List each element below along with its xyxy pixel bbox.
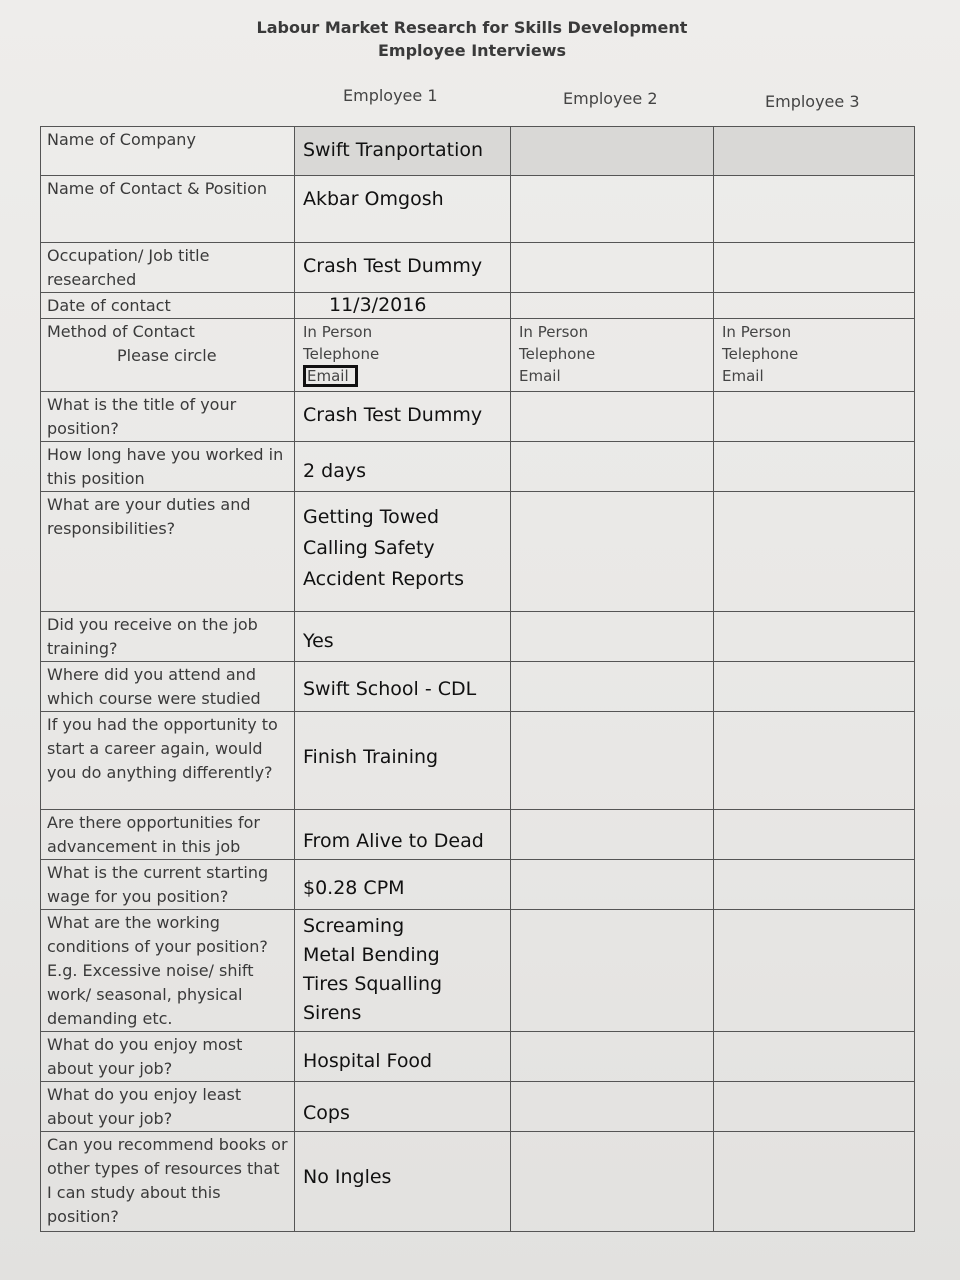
question-method-label: Method of Contact xyxy=(47,322,195,341)
answer-cell-employee-3[interactable] xyxy=(714,243,915,293)
table-row xyxy=(41,860,915,910)
option-email-selected[interactable]: Email xyxy=(303,365,358,387)
answer-cell-employee-2[interactable] xyxy=(511,910,714,1032)
answer-cell-employee-2[interactable] xyxy=(511,860,714,910)
answer-cell-employee-3[interactable] xyxy=(714,293,915,319)
question-advancement: Are there opportunities for advancement in this job xyxy=(41,810,295,860)
answer-cell-employee-2[interactable] xyxy=(511,662,714,712)
table-row xyxy=(41,810,915,860)
question-occupation: Occupation/ Job title researched xyxy=(41,243,295,293)
table-row xyxy=(41,1082,915,1132)
answer-cell-employee-2[interactable] xyxy=(511,712,714,810)
table-row xyxy=(41,392,915,442)
question-title: What is the title of your position? xyxy=(41,392,295,442)
question-wage: What is the current starting wage for you position? xyxy=(41,860,295,910)
table-row xyxy=(41,612,915,662)
answer-cell-employee-3[interactable] xyxy=(714,127,915,176)
answer-cell-employee-2[interactable] xyxy=(511,176,714,243)
answer-cell-employee-2[interactable] xyxy=(511,442,714,492)
answer-date[interactable]: 11/3/2016 xyxy=(295,293,511,319)
answer-advancement[interactable]: From Alive to Dead xyxy=(295,810,511,860)
table-row xyxy=(41,243,915,293)
please-circle-note: Please circle xyxy=(117,346,217,365)
table-row xyxy=(41,1032,915,1082)
question-date: Date of contact xyxy=(41,293,295,319)
answer-cell-employee-2[interactable] xyxy=(511,810,714,860)
answer-cell-employee-2[interactable] xyxy=(511,1032,714,1082)
question-enjoy-least: What do you enjoy least about your job? xyxy=(41,1082,295,1132)
answer-how-long[interactable]: 2 days xyxy=(295,442,511,492)
question-resources: Can you recommend books or other types of resources that I can study about this position? xyxy=(41,1132,295,1232)
answer-cell-employee-3[interactable] xyxy=(714,860,915,910)
column-header-employee-3: Employee 3 xyxy=(765,92,860,111)
option-in-person[interactable]: In Person xyxy=(722,323,792,341)
option-telephone[interactable]: Telephone xyxy=(519,345,596,363)
duty-item: Getting Towed xyxy=(303,506,440,528)
table-row xyxy=(41,176,915,243)
answer-cell-employee-3[interactable] xyxy=(714,492,915,612)
answer-cell-employee-3[interactable] xyxy=(714,662,915,712)
table-row xyxy=(41,712,915,810)
question-contact: Name of Contact & Position xyxy=(41,176,295,243)
question-course: Where did you attend and which course were studied xyxy=(41,662,295,712)
answer-enjoy-most[interactable]: Hospital Food xyxy=(295,1032,511,1082)
answer-training[interactable]: Yes xyxy=(295,612,511,662)
question-again: If you had the opportunity to start a career again, would you do anything differently? xyxy=(41,712,295,810)
answer-cell-employee-2[interactable] xyxy=(511,243,714,293)
title-line-1: Labour Market Research for Skills Development xyxy=(256,18,688,37)
answer-cell-employee-3[interactable] xyxy=(714,712,915,810)
column-header-employee-2: Employee 2 xyxy=(563,89,658,108)
answer-cell-employee-2[interactable] xyxy=(511,392,714,442)
interview-table xyxy=(40,126,915,1232)
table-row xyxy=(41,319,915,392)
table-row xyxy=(41,442,915,492)
answer-company[interactable]: Swift Tranportation xyxy=(295,127,511,176)
method-options-employee-2 xyxy=(511,319,714,392)
duty-item: Accident Reports xyxy=(303,568,464,590)
table-row xyxy=(41,127,915,176)
answer-occupation[interactable]: Crash Test Dummy xyxy=(295,243,511,293)
answer-cell-employee-2[interactable] xyxy=(511,612,714,662)
answer-conditions[interactable] xyxy=(295,910,511,1032)
answer-cell-employee-2[interactable] xyxy=(511,1132,714,1232)
method-options-employee-3 xyxy=(714,319,915,392)
answer-cell-employee-2[interactable] xyxy=(511,293,714,319)
condition-item: Tires Squalling xyxy=(303,973,443,995)
answer-wage[interactable]: $0.28 CPM xyxy=(295,860,511,910)
question-enjoy-most: What do you enjoy most about your job? xyxy=(41,1032,295,1082)
table-row xyxy=(41,910,915,1032)
answer-cell-employee-3[interactable] xyxy=(714,810,915,860)
duty-item: Calling Safety xyxy=(303,537,435,559)
form-title xyxy=(0,16,944,62)
answer-cell-employee-3[interactable] xyxy=(714,1032,915,1082)
answer-contact[interactable]: Akbar Omgosh xyxy=(295,176,511,243)
question-duties: What are your duties and responsibilities? xyxy=(41,492,295,612)
condition-item: Metal Bending xyxy=(303,944,440,966)
question-company: Name of Company xyxy=(41,127,295,176)
answer-cell-employee-3[interactable] xyxy=(714,392,915,442)
question-training: Did you receive on the job training? xyxy=(41,612,295,662)
table-row xyxy=(41,1132,915,1232)
option-in-person[interactable]: In Person xyxy=(303,323,373,341)
column-header-employee-1: Employee 1 xyxy=(343,86,438,105)
answer-cell-employee-2[interactable] xyxy=(511,127,714,176)
answer-again[interactable]: Finish Training xyxy=(295,712,511,810)
method-options-employee-1 xyxy=(295,319,511,392)
answer-cell-employee-3[interactable] xyxy=(714,612,915,662)
answer-course[interactable]: Swift School - CDL xyxy=(295,662,511,712)
option-telephone[interactable]: Telephone xyxy=(303,345,380,363)
answer-cell-employee-3[interactable] xyxy=(714,910,915,1032)
question-conditions: What are the working conditions of your position? E.g. Excessive noise/ shift work/ seasonal, physical demanding etc. xyxy=(41,910,295,1032)
table-row xyxy=(41,492,915,612)
title-line-2: Employee Interviews xyxy=(377,41,567,60)
answer-cell-employee-3[interactable] xyxy=(714,1132,915,1232)
question-method xyxy=(41,319,295,392)
answer-cell-employee-2[interactable] xyxy=(511,1082,714,1132)
condition-item: Screaming xyxy=(303,915,405,937)
condition-item: Sirens xyxy=(303,1002,362,1024)
answer-enjoy-least[interactable]: Cops xyxy=(295,1082,511,1132)
answer-duties[interactable] xyxy=(295,492,511,612)
table-row xyxy=(41,293,915,319)
option-telephone[interactable]: Telephone xyxy=(722,345,799,363)
question-how-long: How long have you worked in this position xyxy=(41,442,295,492)
answer-cell-employee-3[interactable] xyxy=(714,442,915,492)
answer-cell-employee-2[interactable] xyxy=(511,492,714,612)
answer-cell-employee-3[interactable] xyxy=(714,176,915,243)
answer-cell-employee-3[interactable] xyxy=(714,1082,915,1132)
answer-resources[interactable]: No Ingles xyxy=(295,1132,511,1232)
option-email[interactable]: Email xyxy=(722,367,764,385)
option-email[interactable]: Email xyxy=(519,367,561,385)
option-in-person[interactable]: In Person xyxy=(519,323,589,341)
table-row xyxy=(41,662,915,712)
answer-title[interactable]: Crash Test Dummy xyxy=(295,392,511,442)
